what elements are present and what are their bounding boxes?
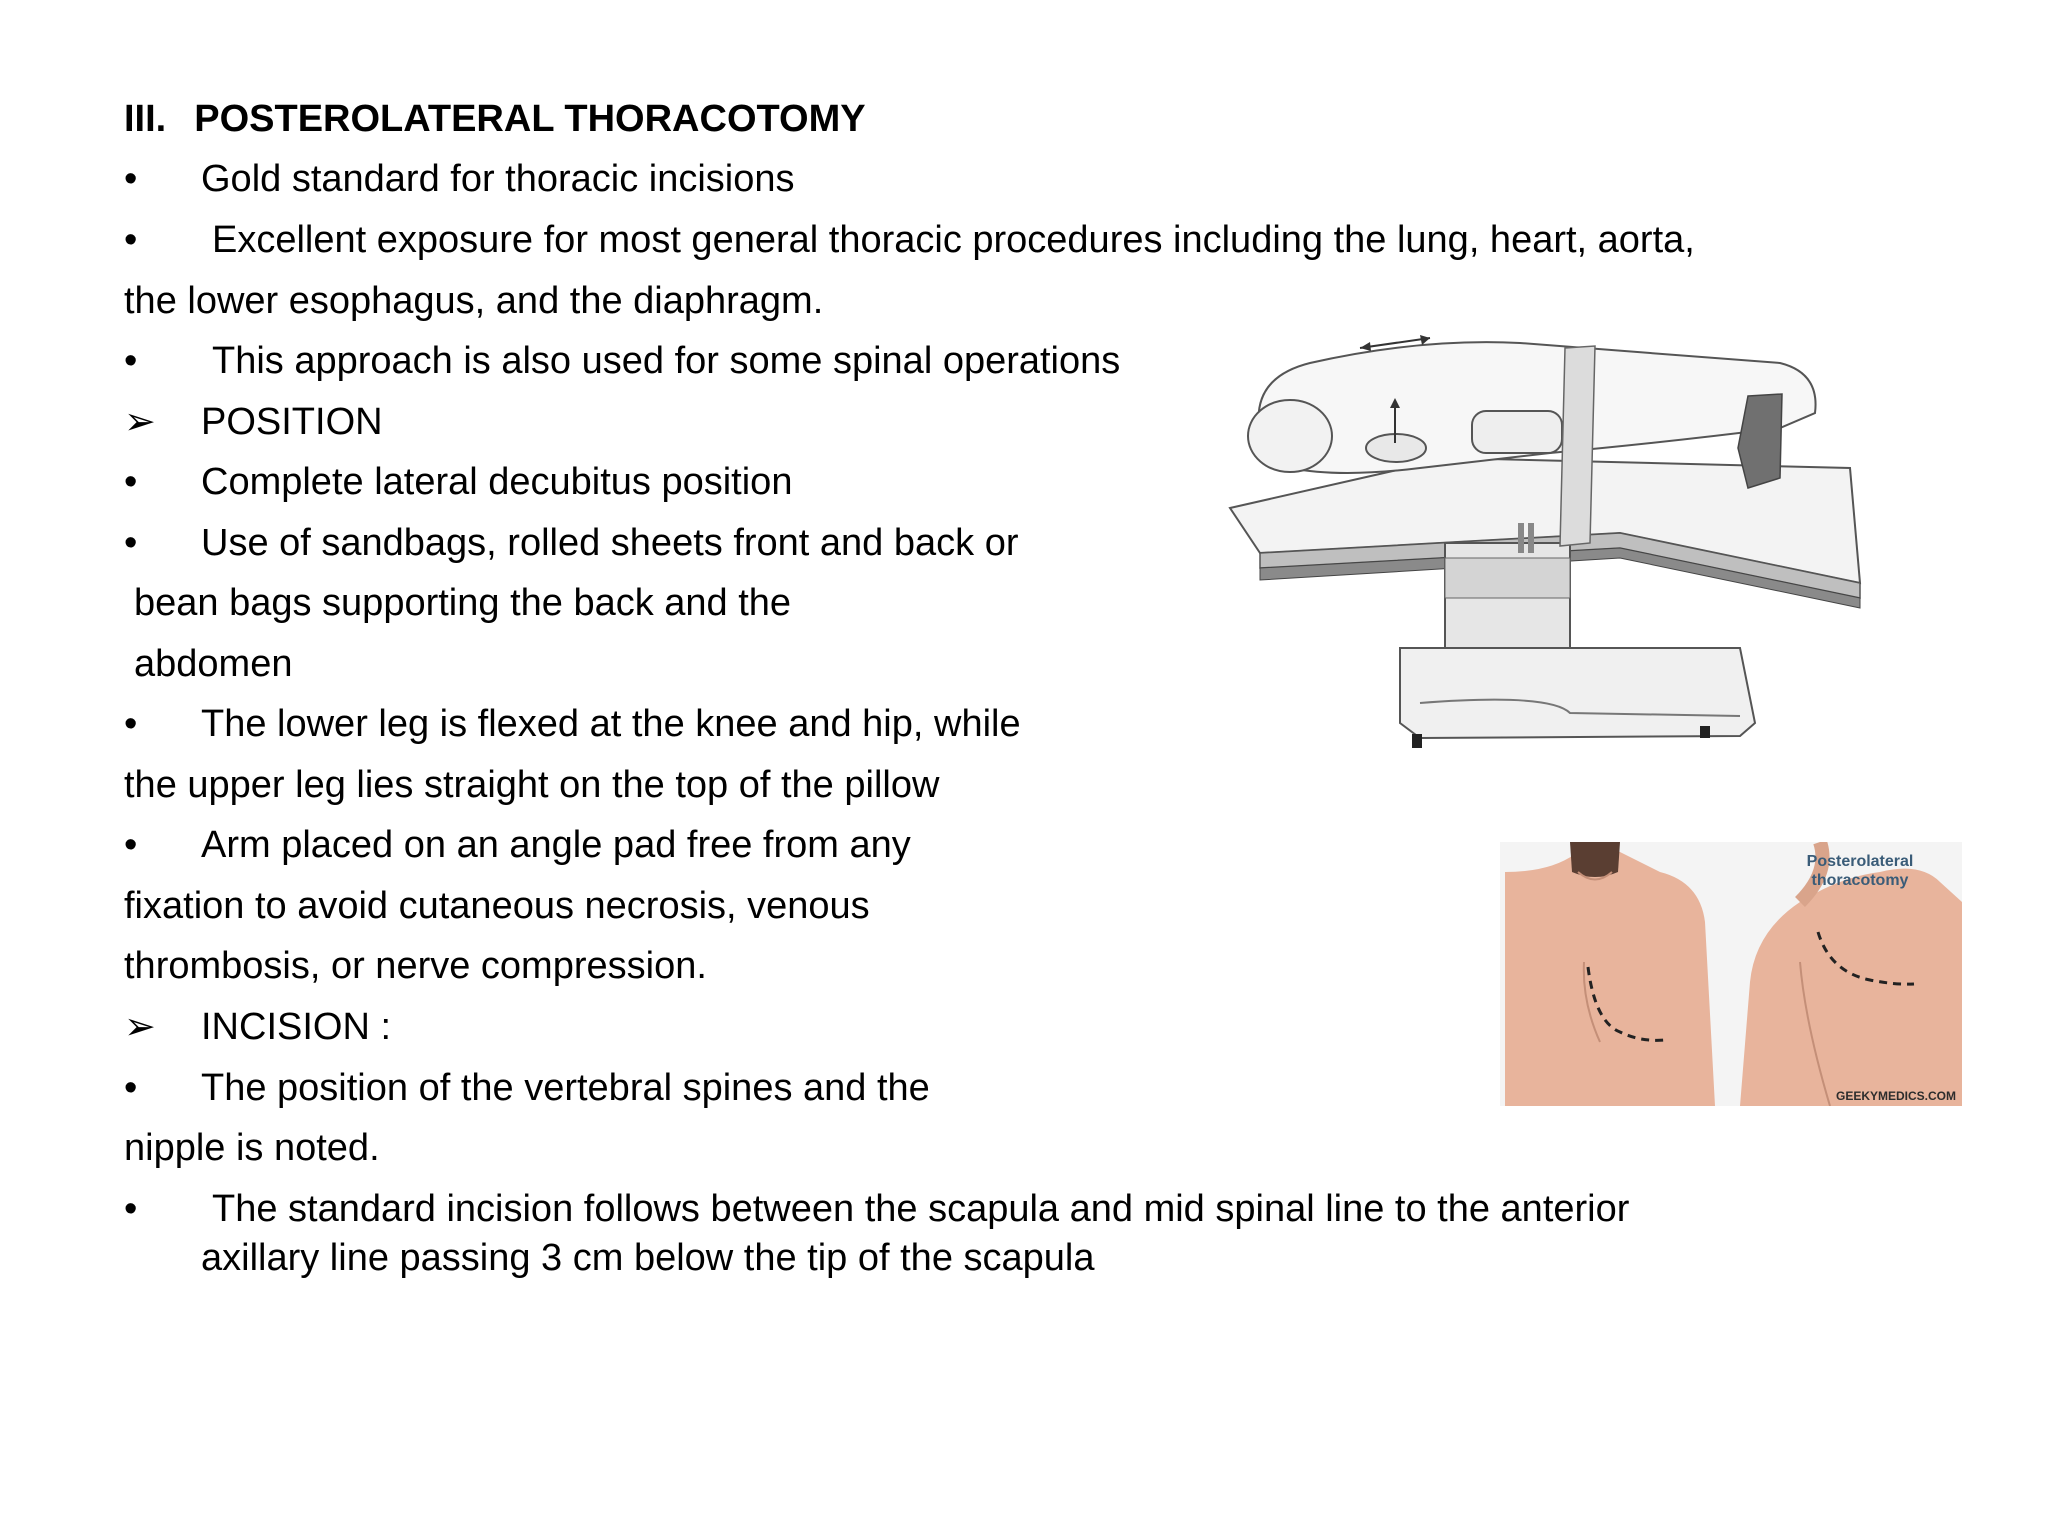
bullet-vertebral-line1: The position of the vertebral spines and the: [201, 1067, 930, 1109]
figure-caption-line2: thoracotomy: [1811, 872, 1909, 889]
bullet-sandbags-line2: bean bags supporting the back and the: [134, 582, 792, 624]
bullet-standard-incision-line2: axillary line passing 3 cm below the tip of the scapula: [201, 1237, 1095, 1279]
bullet-arm-line1: Arm placed on an angle pad free from any: [201, 824, 911, 866]
heading-number: III.: [124, 98, 167, 140]
bullet-marker: •: [124, 522, 138, 564]
bullet-sandbags-line3: abdomen: [134, 643, 293, 685]
figure-caption-line1: Posterolateral: [1806, 853, 1914, 870]
subheading-position: POSITION: [201, 401, 383, 443]
bullet-arm-line2: fixation to avoid cutaneous necrosis, venous: [124, 885, 870, 927]
bullet-marker: •: [124, 219, 138, 261]
bullet-spinal-operations: This approach is also used for some spinal operations: [212, 340, 1121, 382]
arrow-marker: ➢: [124, 401, 156, 443]
bullet-marker: •: [124, 824, 138, 866]
heading-title: POSTEROLATERAL THORACOTOMY: [194, 98, 866, 140]
arrow-marker: ➢: [124, 1006, 156, 1048]
subheading-incision: INCISION :: [201, 1006, 392, 1048]
operating-table-figure: [1220, 318, 1870, 768]
bullet-sandbags-line1: Use of sandbags, rolled sheets front and back or: [201, 522, 1019, 564]
bullet-marker: •: [124, 461, 138, 503]
bullet-marker: •: [124, 1188, 138, 1230]
figure-watermark: GEEKYMEDICS.COM: [1835, 1089, 1956, 1103]
bullet-marker: •: [124, 340, 138, 382]
bullet-gold-standard: Gold standard for thoracic incisions: [201, 158, 795, 200]
bullet-exposure-line1: Excellent exposure for most general thoracic procedures including the lung, heart, aorta,: [212, 219, 1695, 261]
bullet-lower-leg-line1: The lower leg is flexed at the knee and hip, while: [201, 703, 1021, 745]
bullet-vertebral-line2: nipple is noted.: [124, 1127, 380, 1169]
bullet-exposure-line2: the lower esophagus, and the diaphragm.: [124, 280, 824, 322]
bullet-marker: •: [124, 158, 138, 200]
slide-heading: [124, 96, 866, 142]
bullet-arm-line3: thrombosis, or nerve compression.: [124, 945, 707, 987]
incision-illustration: [1500, 842, 1962, 1106]
bullet-marker: •: [124, 703, 138, 745]
bullet-standard-incision-line1: The standard incision follows between the scapula and mid spinal line to the anterior: [212, 1188, 1630, 1230]
bullet-lateral-decubitus: Complete lateral decubitus position: [201, 461, 793, 503]
bullet-lower-leg-line2: the upper leg lies straight on the top of the pillow: [124, 764, 940, 806]
bullet-marker: •: [124, 1067, 138, 1109]
incision-figure: [1500, 842, 1962, 1106]
operating-table-illustration-icon: [1220, 318, 1870, 768]
